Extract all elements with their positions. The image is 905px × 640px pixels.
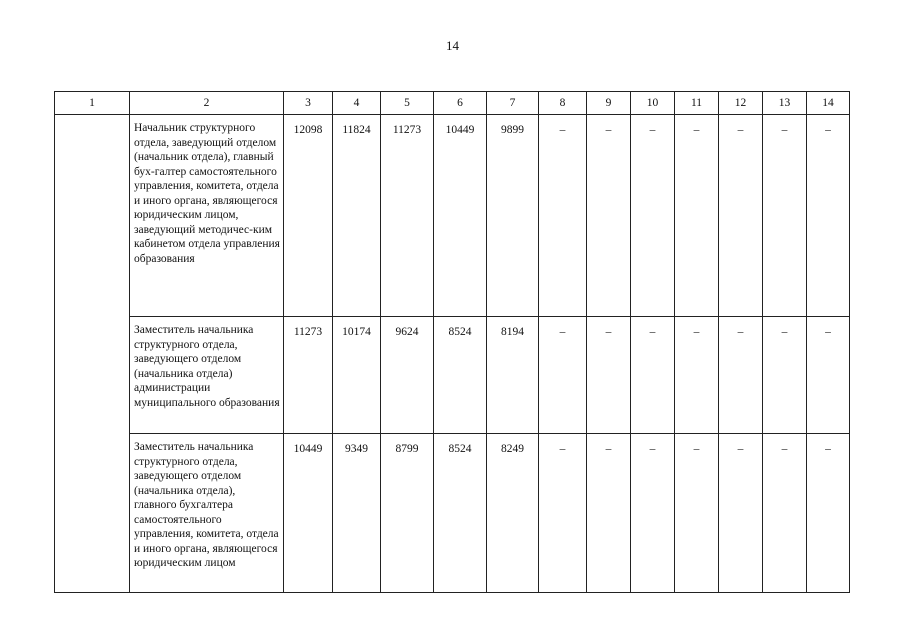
- value-cell: –: [675, 317, 719, 434]
- column-header: 6: [434, 92, 487, 115]
- column-header: 13: [763, 92, 807, 115]
- value-cell: –: [539, 434, 587, 593]
- value-cell: –: [631, 434, 675, 593]
- value-cell: –: [631, 115, 675, 317]
- column-header: 12: [719, 92, 763, 115]
- value-cell: –: [539, 115, 587, 317]
- value-cell: 11273: [284, 317, 333, 434]
- column-header: 14: [807, 92, 850, 115]
- value-cell: 11824: [333, 115, 381, 317]
- value-cell: –: [587, 317, 631, 434]
- value-cell: 11273: [381, 115, 434, 317]
- value-cell: 10449: [434, 115, 487, 317]
- value-cell: –: [675, 115, 719, 317]
- empty-category-cell: [55, 115, 130, 593]
- column-number-row: [55, 92, 850, 115]
- value-cell: 9899: [487, 115, 539, 317]
- value-cell: –: [763, 115, 807, 317]
- value-cell: –: [587, 115, 631, 317]
- value-cell: –: [763, 317, 807, 434]
- value-cell: –: [719, 115, 763, 317]
- value-cell: –: [807, 115, 850, 317]
- position-cell: Начальник структурного отдела, заведующий отделом (начальник отдела), главный бух-галтер самостоятельного управления, комитета, отдела и иного органа, являющегося юридическим лицом, заведующий методичес-ким кабинетом отдела управления образования: [130, 115, 284, 317]
- value-cell: 10174: [333, 317, 381, 434]
- value-cell: –: [675, 434, 719, 593]
- column-header: 10: [631, 92, 675, 115]
- table-row: [55, 115, 850, 317]
- page-number: 14: [446, 38, 459, 53]
- column-header: 3: [284, 92, 333, 115]
- value-cell: –: [719, 317, 763, 434]
- value-cell: 10449: [284, 434, 333, 593]
- value-cell: 8194: [487, 317, 539, 434]
- value-cell: –: [587, 434, 631, 593]
- value-cell: 8524: [434, 317, 487, 434]
- value-cell: –: [539, 317, 587, 434]
- value-cell: 9624: [381, 317, 434, 434]
- column-header: 11: [675, 92, 719, 115]
- position-cell: Заместитель начальника структурного отдела, заведующего отделом (начальника отдела) администрации муниципального образования: [130, 317, 284, 434]
- column-header: 2: [130, 92, 284, 115]
- column-header: 9: [587, 92, 631, 115]
- salary-table: [54, 91, 850, 593]
- column-header: 4: [333, 92, 381, 115]
- column-header: 1: [55, 92, 130, 115]
- column-header: 7: [487, 92, 539, 115]
- value-cell: –: [719, 434, 763, 593]
- value-cell: 8524: [434, 434, 487, 593]
- column-header: 8: [539, 92, 587, 115]
- value-cell: 8249: [487, 434, 539, 593]
- value-cell: –: [763, 434, 807, 593]
- table-row: [55, 317, 850, 434]
- value-cell: 12098: [284, 115, 333, 317]
- value-cell: 9349: [333, 434, 381, 593]
- value-cell: 8799: [381, 434, 434, 593]
- value-cell: –: [631, 317, 675, 434]
- value-cell: –: [807, 434, 850, 593]
- table-row: [55, 434, 850, 593]
- column-header: 5: [381, 92, 434, 115]
- value-cell: –: [807, 317, 850, 434]
- position-cell: Заместитель начальника структурного отдела, заведующего отделом (начальника отдела), главного бухгалтера самостоятельного управления, комитета, отдела и иного органа, являющегося юридическим лицом: [130, 434, 284, 593]
